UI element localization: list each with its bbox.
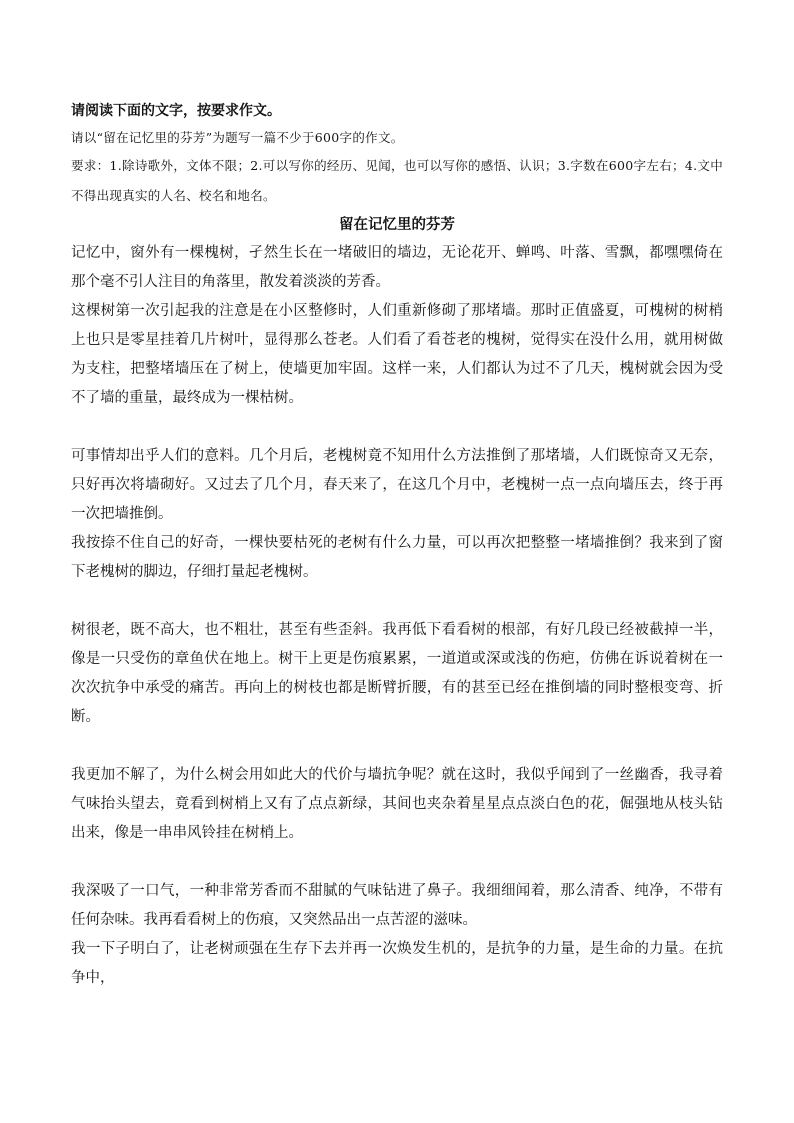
instruction-heading: 请阅读下面的文字，按要求作文。 [71, 103, 281, 119]
essay-paragraph-6: 我更加不解了，为什么树会用如此大的代价与墙抗争呢？就在这时，我似乎闻到了一丝幽香，我寻着气味抬头望去，竟看到树梢上又有了点点新绿，其间也夹杂着星星点点淡白色的花，倔强地从枝头钻出来，像是一串串风铃挂在树梢上。 [71, 767, 723, 841]
paragraph-spacer [71, 413, 723, 442]
essay-paragraph-8: 我一下子明白了，让老树顽强在生存下去并再一次焕发生机的，是抗争的力量，是生命的力量。在抗争中， [71, 941, 723, 986]
essay-paragraph-5: 树很老，既不高大，也不粗壮，甚至有些歪斜。我再低下看看树的根部，有好几段已经被截掉一半，像是一只受伤的章鱼伏在地上。树干上更是伤痕累累，一道道或深或浅的伤疤，仿佛在诉说着树在一次次抗争中承受的痛苦。再向上的树枝也都是断臂折腰，有的甚至已经在推倒墙的同时整根变弯、折断。 [71, 622, 723, 725]
essay-paragraph-3: 可事情却出乎人们的意料。几个月后，老槐树竟不知用什么方法推倒了那堵墙，人们既惊奇又无奈，只好再次将墙砌好。又过去了几个月，春天来了，在这几个月中，老槐树一点一点向墙压去，终于再一次把墙推倒。 [71, 448, 723, 522]
paragraph-spacer [71, 587, 723, 616]
essay-paragraph-1: 记忆中，窗外有一棵槐树，孑然生长在一堵破旧的墙边，无论花开、蝉鸣、叶落、雪飘，都嘿嘿倚在那个毫不引人注目的角落里，散发着淡淡的芳香。 [71, 245, 723, 290]
essay-paragraph-4: 我按捺不住自己的好奇，一棵快要枯死的老树有什么力量，可以再次把整整一堵墙推倒？我来到了窗下老槐树的脚边，仔细打量起老槐树。 [71, 535, 723, 580]
essay-prompt: 请以“留在记忆里的芬芳”为题写一篇不少于600字的作文。 [71, 130, 404, 145]
essay-requirements: 要求：1.除诗歌外，文体不限；2.可以写你的经历、见闻，也可以写你的感悟、认识；3.字数在600字左右；4.文中不得出现真实的人名、校名和地名。 [71, 158, 723, 203]
document-page [71, 98, 723, 993]
paragraph-spacer [71, 732, 723, 761]
essay-title: 留在记忆里的芬芳 [339, 217, 455, 233]
essay-paragraph-7: 我深吸了一口气，一种非常芳香而不甜腻的气味钻进了鼻子。我细细闻着，那么清香、纯净，不带有任何杂味。我再看看树上的伤痕，又突然品出一点苦涩的滋味。 [71, 883, 723, 928]
essay-paragraph-2: 这棵树第一次引起我的注意是在小区整修时，人们重新修砌了那堵墙。那时正值盛夏，可槐树的树梢上也只是零星挂着几片树叶，显得那么苍老。人们看了看苍老的槐树，觉得实在没什么用，就用树做为支柱，把整堵墙压在了树上，使墙更加牢固。这样一来，人们都认为过不了几天，槐树就会因为受不了墙的重量，最终成为一棵枯树。 [71, 303, 723, 406]
paragraph-spacer [71, 848, 723, 877]
